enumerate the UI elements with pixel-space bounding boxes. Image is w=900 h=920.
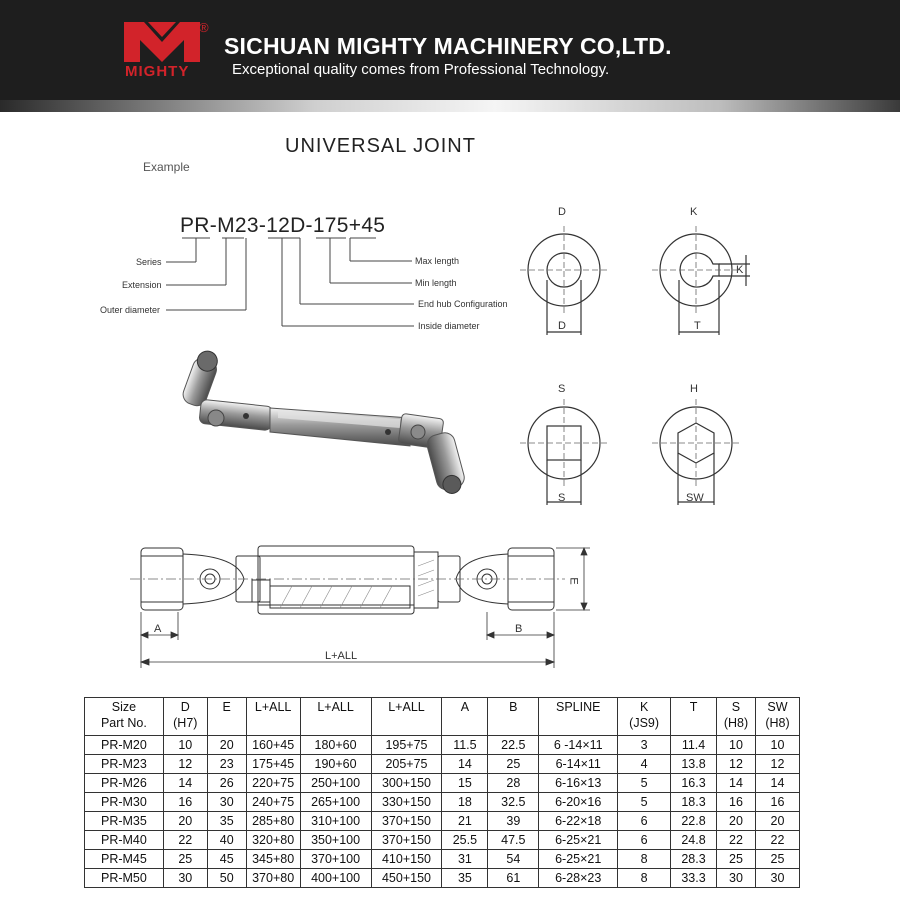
table-cell: 345+80 xyxy=(246,850,300,869)
bore-k-dimension: T xyxy=(694,320,701,332)
table-cell: 26 xyxy=(207,774,246,793)
table-cell: 10 xyxy=(163,736,207,755)
table-cell: 20 xyxy=(755,812,799,831)
column-header xyxy=(539,698,618,736)
header-divider xyxy=(0,100,900,112)
table-cell: 18.3 xyxy=(671,793,717,812)
table-cell: 50 xyxy=(207,869,246,888)
table-cell: 12 xyxy=(755,755,799,774)
table-body xyxy=(85,736,800,888)
table-cell: 22.5 xyxy=(488,736,539,755)
table-cell: 10 xyxy=(755,736,799,755)
column-header-sublabel: (JS9) xyxy=(629,716,660,730)
column-header-label: SW xyxy=(767,700,788,714)
table-cell: 265+100 xyxy=(300,793,371,812)
example-part-code: PR-M23-12D-175+45 xyxy=(180,214,386,237)
column-header-label: B xyxy=(509,700,518,714)
label-series: Series xyxy=(136,257,162,267)
table-row xyxy=(85,774,800,793)
table-cell: 61 xyxy=(488,869,539,888)
table-cell: 25 xyxy=(163,850,207,869)
table-cell: 450+150 xyxy=(371,869,442,888)
company-name: SICHUAN MIGHTY MACHINERY CO,LTD. xyxy=(224,33,672,59)
table-cell: 5 xyxy=(618,793,671,812)
table-cell: 21 xyxy=(442,812,488,831)
table-header xyxy=(85,698,800,736)
table-cell: 28.3 xyxy=(671,850,717,869)
column-header-label: T xyxy=(689,700,698,714)
column-header-label: L+ALL xyxy=(254,700,292,714)
table-row xyxy=(85,869,800,888)
table-cell: 370+100 xyxy=(300,850,371,869)
table-cell: 160+45 xyxy=(246,736,300,755)
table-cell: 330+150 xyxy=(371,793,442,812)
table-cell: 30 xyxy=(207,793,246,812)
table-cell: 39 xyxy=(488,812,539,831)
dim-a-label: A xyxy=(154,623,162,635)
table-cell: 32.5 xyxy=(488,793,539,812)
table-cell: 370+150 xyxy=(371,831,442,850)
table-cell: 28 xyxy=(488,774,539,793)
bore-h-title: H xyxy=(690,383,698,395)
label-extension: Extension xyxy=(122,280,162,290)
table-cell: 320+80 xyxy=(246,831,300,850)
table-cell: PR-M26 xyxy=(85,774,164,793)
table-cell: 4 xyxy=(618,755,671,774)
column-header-label: SPLINE xyxy=(555,700,601,714)
table-cell: 285+80 xyxy=(246,812,300,831)
table-cell: 6-14×11 xyxy=(539,755,618,774)
table-cell: PR-M50 xyxy=(85,869,164,888)
table-cell: 370+80 xyxy=(246,869,300,888)
company-tagline: Exceptional quality comes from Professional Technology. xyxy=(232,61,610,78)
bore-s-dimension: S xyxy=(558,492,566,504)
table-cell: 18 xyxy=(442,793,488,812)
column-header-label: A xyxy=(460,700,470,714)
table-cell: 6-28×23 xyxy=(539,869,618,888)
column-header-sublabel: (H7) xyxy=(173,716,198,730)
table-cell: 240+75 xyxy=(246,793,300,812)
table-cell: 14 xyxy=(717,774,756,793)
column-header xyxy=(85,698,164,736)
bore-s-title: S xyxy=(558,383,566,395)
table-cell: 25 xyxy=(755,850,799,869)
column-header xyxy=(371,698,442,736)
table-cell: 40 xyxy=(207,831,246,850)
table-cell: 25 xyxy=(717,850,756,869)
table-cell: 15 xyxy=(442,774,488,793)
table-cell: 3 xyxy=(618,736,671,755)
label-min-length: Min length xyxy=(415,278,457,288)
table-cell: 6-20×16 xyxy=(539,793,618,812)
logo-text: MIGHTY xyxy=(125,63,190,80)
label-outer-diameter: Outer diameter xyxy=(100,305,161,315)
table-cell: PR-M35 xyxy=(85,812,164,831)
table-cell: 20 xyxy=(717,812,756,831)
table-cell: 14 xyxy=(442,755,488,774)
table-cell: 16 xyxy=(755,793,799,812)
header-banner xyxy=(0,0,900,100)
table-cell: 22 xyxy=(755,831,799,850)
table-cell: 14 xyxy=(163,774,207,793)
column-header xyxy=(618,698,671,736)
table-row xyxy=(85,831,800,850)
table-cell: 300+150 xyxy=(371,774,442,793)
table-header-row xyxy=(85,698,800,736)
table-cell: 12 xyxy=(717,755,756,774)
bore-k-title: K xyxy=(690,206,698,218)
table-cell: 175+45 xyxy=(246,755,300,774)
label-end-hub: End hub Configuration xyxy=(418,299,508,309)
table-cell: 10 xyxy=(717,736,756,755)
column-header xyxy=(671,698,717,736)
table-cell: 31 xyxy=(442,850,488,869)
table-cell: 16.3 xyxy=(671,774,717,793)
table-cell: PR-M40 xyxy=(85,831,164,850)
table-cell: 22.8 xyxy=(671,812,717,831)
column-header-label: L+ALL xyxy=(317,700,354,714)
column-header-label: K xyxy=(639,700,649,714)
label-inside-diameter: Inside diameter xyxy=(418,321,480,331)
bore-d-title: D xyxy=(558,206,566,218)
example-label: Example xyxy=(143,160,190,174)
table-cell: 13.8 xyxy=(671,755,717,774)
table-cell: 35 xyxy=(442,869,488,888)
specification-table xyxy=(84,697,800,888)
table-cell: 310+100 xyxy=(300,812,371,831)
registered-mark: ® xyxy=(199,20,209,35)
table-row xyxy=(85,793,800,812)
table-cell: 45 xyxy=(207,850,246,869)
table-cell: 16 xyxy=(717,793,756,812)
table-row xyxy=(85,850,800,869)
table-cell: 25 xyxy=(488,755,539,774)
column-header xyxy=(246,698,300,736)
column-header-label: E xyxy=(222,700,231,714)
table-cell: 400+100 xyxy=(300,869,371,888)
column-header xyxy=(207,698,246,736)
table-cell: 22 xyxy=(717,831,756,850)
table-cell: 6 -14×11 xyxy=(539,736,618,755)
table-cell: PR-M30 xyxy=(85,793,164,812)
table-cell: 30 xyxy=(717,869,756,888)
column-header xyxy=(442,698,488,736)
column-header-label: S xyxy=(731,700,741,714)
column-header xyxy=(717,698,756,736)
table-cell: 20 xyxy=(163,812,207,831)
table-cell: 33.3 xyxy=(671,869,717,888)
table-cell: 410+150 xyxy=(371,850,442,869)
bore-d-dimension: D xyxy=(558,320,566,332)
column-header xyxy=(488,698,539,736)
table-cell: 180+60 xyxy=(300,736,371,755)
column-header-sublabel: (H8) xyxy=(723,716,749,730)
table-cell: 6-16×13 xyxy=(539,774,618,793)
column-header xyxy=(163,698,207,736)
table-cell: 47.5 xyxy=(488,831,539,850)
column-header-label: D xyxy=(180,700,190,714)
table-cell: 35 xyxy=(207,812,246,831)
column-header xyxy=(300,698,371,736)
table-cell: 220+75 xyxy=(246,774,300,793)
table-cell: 24.8 xyxy=(671,831,717,850)
table-row xyxy=(85,812,800,831)
column-header-sublabel: Part No. xyxy=(100,716,147,730)
table-cell: 54 xyxy=(488,850,539,869)
table-cell: 22 xyxy=(163,831,207,850)
table-row xyxy=(85,755,800,774)
table-cell: PR-M45 xyxy=(85,850,164,869)
dim-b-label: B xyxy=(515,623,523,635)
table-cell: PR-M20 xyxy=(85,736,164,755)
table-cell: 190+60 xyxy=(300,755,371,774)
column-header-label: L+ALL xyxy=(388,700,425,714)
bore-h-dimension: SW xyxy=(686,492,704,504)
table-cell: 370+150 xyxy=(371,812,442,831)
table-cell: 20 xyxy=(207,736,246,755)
table-cell: 6-25×21 xyxy=(539,850,618,869)
dim-length-label: L+ALL xyxy=(325,650,358,662)
table-cell: 12 xyxy=(163,755,207,774)
table-cell: 23 xyxy=(207,755,246,774)
column-header-label: Size xyxy=(111,700,137,714)
table-cell: 14 xyxy=(755,774,799,793)
table-cell: 250+100 xyxy=(300,774,371,793)
table-cell: 195+75 xyxy=(371,736,442,755)
table-cell: 11.4 xyxy=(671,736,717,755)
table-cell: PR-M23 xyxy=(85,755,164,774)
column-header-sublabel: (H8) xyxy=(765,716,790,730)
table-row xyxy=(85,736,800,755)
table-cell: 16 xyxy=(163,793,207,812)
table-cell: 350+100 xyxy=(300,831,371,850)
page-title: UNIVERSAL JOINT xyxy=(285,135,476,157)
table-cell: 30 xyxy=(163,869,207,888)
bore-k-side-dimension: K xyxy=(736,264,744,276)
dim-e-label: E xyxy=(567,577,580,585)
table-cell: 6-25×21 xyxy=(539,831,618,850)
label-max-length: Max length xyxy=(415,256,460,266)
table-cell: 5 xyxy=(618,774,671,793)
table-cell: 205+75 xyxy=(371,755,442,774)
table-cell: 8 xyxy=(618,850,671,869)
mighty-logo-icon xyxy=(124,18,202,64)
table-cell: 30 xyxy=(755,869,799,888)
column-header xyxy=(755,698,799,736)
table-cell: 25.5 xyxy=(442,831,488,850)
table-cell: 6 xyxy=(618,812,671,831)
table-cell: 11.5 xyxy=(442,736,488,755)
table-cell: 6-22×18 xyxy=(539,812,618,831)
table-cell: 6 xyxy=(618,831,671,850)
table-cell: 8 xyxy=(618,869,671,888)
